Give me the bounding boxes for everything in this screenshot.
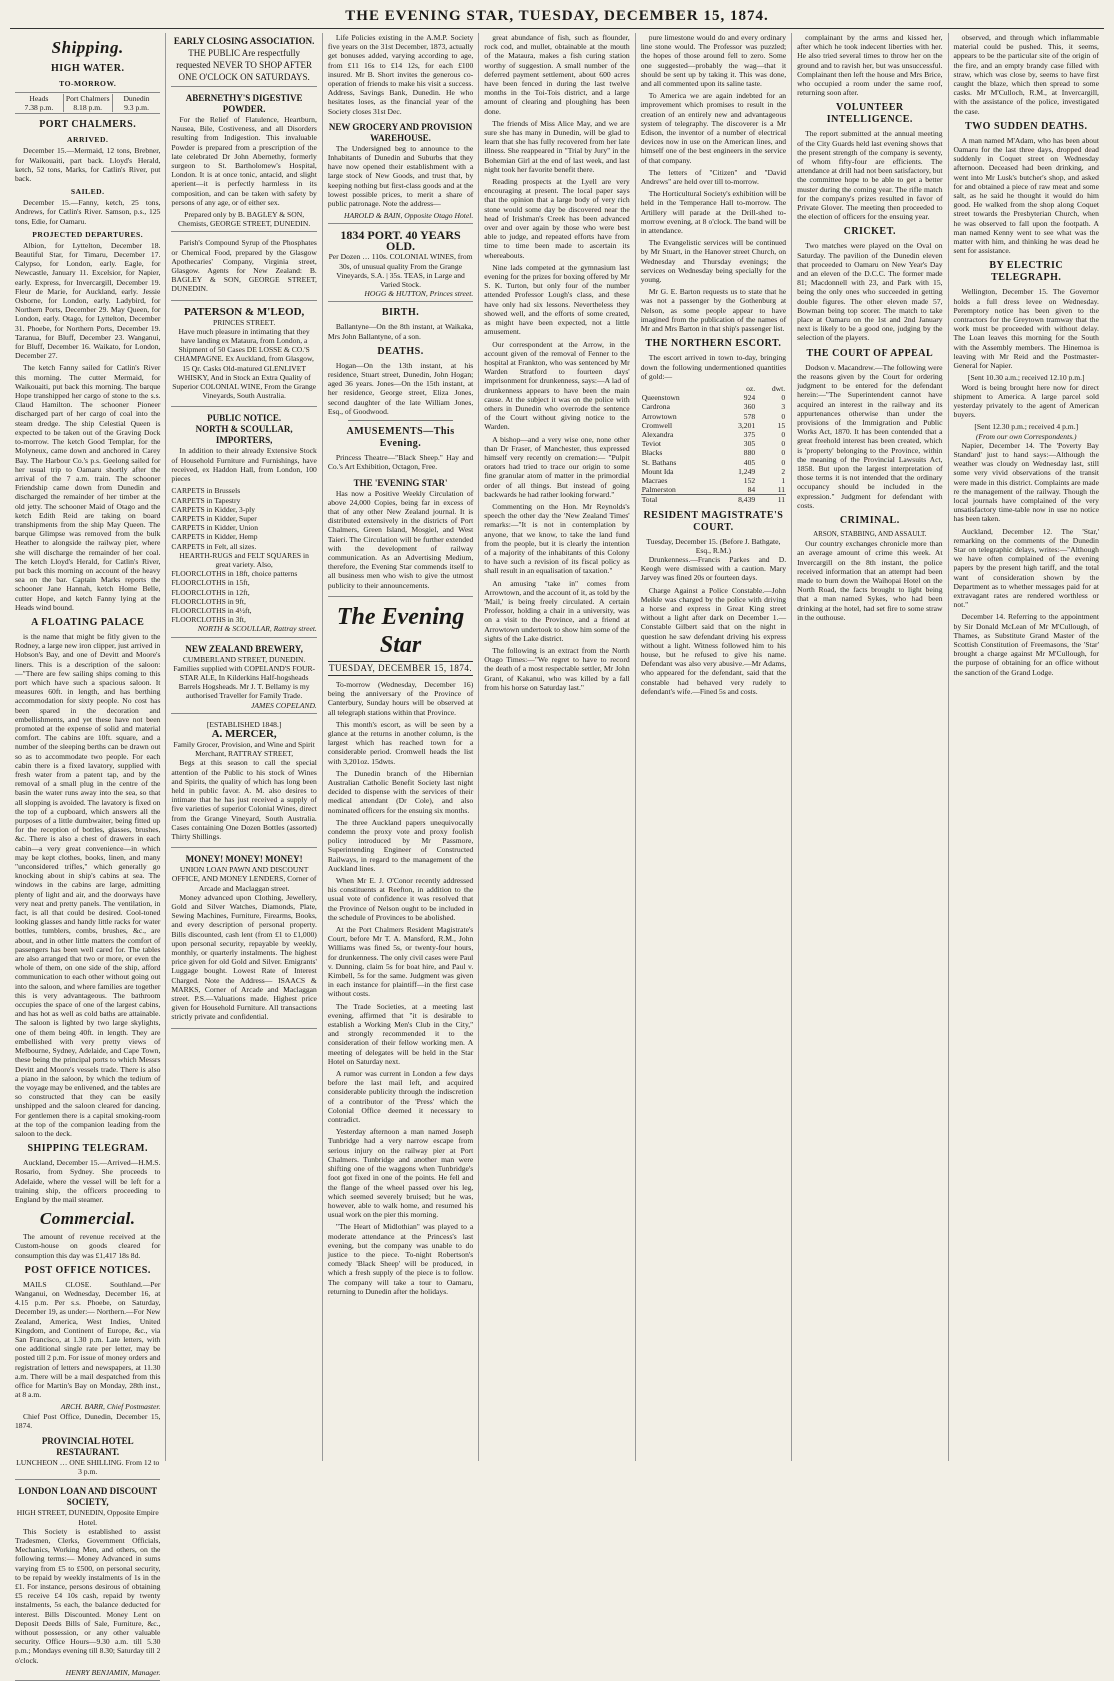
port-wine-heading: 1834 PORT. 40 YEARS OLD. [340, 228, 461, 254]
list-item: FLOORCLOTHS in 15ft, [171, 578, 250, 588]
early-closing-body: THE PUBLIC Are respectfully requested NEVER TO SHOP AFTER ONE O'CLOCK ON SATURDAYS. [176, 48, 313, 82]
news-paragraph: The following is an extract from the North Otago Times:—"We regret to have to record the death of a most respectable settler, Mr John Grant, of Kakanui, who was killed by a fall from his horse on Saturday last." [484, 646, 630, 692]
palace-heading: A FLOATING PALACE [31, 616, 145, 628]
sudden-deaths-heading: TWO SUDDEN DEATHS. [965, 120, 1088, 132]
news-paragraph: Napier, December 14. The 'Poverty Bay Standard' just to hand says:—Although the weather was cloudy on Wednesday last, still some very vivid observations of the transit were made in this district. Complaints are made re the management of the railway. Though the local journals have complained of the very unsatisfactory time-table now in use no notice has been taken. [953, 440, 1099, 524]
early-closing-ad [171, 33, 316, 87]
table-row: Palmerston 84 11 [641, 485, 786, 495]
list-item: CARPETS in Kidder, Union [171, 523, 259, 533]
brewery-body: CUMBERLAND STREET, DUNEDIN. Families supplied with COPELAND'S FOUR-STAR ALE, In Kilderkins Half-hogsheads Barrels Hogsheads. Mr J. T. Bellamy is my authorised Traveller for Family Trade. [173, 654, 316, 701]
birth-body: Ballantyne—On the 8th instant, at Waikaka, Mrs John Ballantyne, of a son. [327, 322, 474, 341]
editorial-paragraph: The Dunedin branch of the Hibernian Australian Catholic Benefit Society last night decided to dispense with the services of their medical attendant (Dr Cole), and also nominated officers for the ensuing six months. [327, 768, 474, 815]
column-1 [10, 33, 166, 1677]
list-item: FLOORCLOTHS in 18ft, choice patterns [171, 569, 298, 579]
north-scoullar-ad [171, 410, 316, 637]
table-row: Cromwell 3,201 15 [641, 420, 786, 430]
list-item: CARPETS in Felt, all sizes. [171, 541, 257, 551]
parish-syrup-ad [171, 235, 316, 300]
column-5 [636, 33, 792, 1461]
list-item: CARPETS in Kidder, Super [171, 513, 257, 523]
news-paragraph: Our country exchanges chronicle more than an average amount of crime this week. At Invercargill on the 8th instant, the police received information that an attempt had been made to burn down the Waihopai Hotel on the North Road, the facts brought to light being that a man named Sykes, who had been drinking at the hotel, had set fire to some straw in the outhouse. [797, 539, 943, 622]
paterson-mleod-heading: PATERSON & M'LEOD, [183, 305, 305, 318]
loan-society-body: This Society is established to assist Tradesmen, Clerks, Government Officials, Mechanics, Working Men, and others, on the following terms:— Money Advanced in sums varying from £5 to £500, on personal security, to be repaid by weekly instalments of 1s in the £1. For instance, persons desirous of obtaining £5 receive £4 10s cash, repaid by twenty instalments, 5s each, the balance deducted for interest. Bills Discounted. Money Lent on Deposit Deeds Bills of Sale, Furniture, &c., without possession, or any other valuable security. Office Hours—9.30 a.m. till 5.30 p.m.; Mondays evening till 8.30; Saturday till 2 o'clock. [15, 1526, 161, 1665]
loan-society-sub: HIGH STREET, DUNEDIN, Opposite Empire Hotel. [16, 1508, 159, 1527]
editorial-paragraph: At the Port Chalmers Resident Magistrate's Court, before Mr T. A. Mansford, R.M., John Williams was fined 5s, or twenty-four hours, for drunkenness. The only civil cases were Paul v. Dunning, claim 5s for boat hire, and Paul v. Kimbell, 5s for the same. Judgment was given in each instance for plaintiff—in the first case without costs. [327, 925, 474, 999]
news-paragraph: The friends of Miss Alice May, and we are sure she has many in Dunedin, will be glad to learn that she has fully recovered from her late illness. She reappeared in "Trial by Jury" in the Bohemian Girl at the end of last week, and last night took her favorite benefit there. [484, 118, 630, 174]
public-notice-heading: PUBLIC NOTICE. [207, 413, 282, 424]
editorial-paragraph: "The Heart of Midlothian" was played to a moderate attendance at the Princess's last evening, but the company was unable to do justice to the piece. To-night Robertson's comedy 'Black Sheep' will be produced, in which a fresh supply of the piece is to follow. The company will take a tour to Oamaru, returning to Dunedin after the holidays. [327, 1222, 474, 1296]
table-row: Cardrona 360 3 [641, 402, 786, 412]
news-paragraph: Commenting on the Hon. Mr Reynolds's speech the other day the 'New Zealand Times' remarks:—"It is not in contemplation by anyone, that we know, to take the land fund from the people, but it is clearly the intention of a majority of the inhabitants of this Colony to have such a revision of its fiscal policy as shall result in an equalisation of taxation." [484, 501, 630, 576]
projected-heading: PROJECTED DEPARTURES. [32, 229, 144, 239]
loan-society-heading: LONDON LOAN AND DISCOUNT SOCIETY, [18, 1486, 158, 1508]
grocery-heading: NEW GROCERY AND PROVISION WAREHOUSE. [328, 121, 473, 143]
north-scoullar-heading: NORTH & SCOULLAR, IMPORTERS, [195, 424, 293, 446]
paterson-mleod-body: Have much pleasure in intimating that they have landing ex Mataura, from London, a Shipment of 50 Cases DE LOSSE & CO.'S CHAMPAGNE. Ex Auckland, from Glasgow, 15 Qr. Casks Old-matured GLENLIVET WHISKY, And in Stock an Extra Quality of Superior COLONIAL WINE, From the Grange Vineyards, South Australia. [172, 326, 317, 401]
paterson-mleod-sub: PRINCES STREET. [212, 317, 276, 327]
column-3 [323, 33, 479, 1461]
sailed-heading: SAILED. [70, 187, 105, 197]
news-paragraph: The report submitted at the annual meeting of the City Guards held last evening shows that the present strength of the company is seventy, of whom fifty-four are efficients. The attendance at drill had not been satisfactory, but the committee hope to be able to get a better muster during the coming year. The rifle match for the company's prizes resulted in favor of Private Glover. The meeting then proceeded to the election of officers for the ensuing year. [797, 129, 943, 222]
news-paragraph: Reading prospects at the Lyell are very encouraging at present. The local paper says that the opinion that a large body of very rich stone would some day be discovered near the head of Irishman's Creek has been advanced over and over again by those who were best able to judge, and repeated efforts have from time to time been made to ascertain its whereabouts. [484, 177, 630, 260]
shipping-body: The ketch Fanny sailed for Catlin's River this morning. The cutter Mermaid, for Waikouaiti, put back this morning. The barque Hope transhipped her cargo of stone to the s.s. Claud Hamilton. The schooner Pioneer discharged part of her cargo of coal into the steam dredge. The ship Celestial Queen is expected to be taken out of the Graving Dock to-morrow. The ketch Good Templar, for the Molyneux, came down and anchored in Carey Bay. The Harbour Co.'s p.s. Geelong sailed for her usual trip to Oamaru shortly after the arrival of the 7 a.m. train. The schooner Friendship came down from Dunedin and discharged the remainder of her timber at the old jetty. The schooner Maid of Otago and the ketch Edith Reid are taking on board transhipments from the ship May Queen. The barque Glimpse was removed from the bulk Heather to alongside the railway pier, where she will discharge the remainder of her coal. The ketch Lloyd's Herald, for Catlin's River, put back this morning on account of the heavy sea on the bar. Captain Marks reports the schooner Jane Hannah, ketch Home Belle, cutter Hope, and ketch Fanny lying at the Heads wind bound. [15, 363, 161, 612]
rm-court-heading: RESIDENT MAGISTRATE'S COURT. [643, 509, 784, 533]
circulation-body: Has now a Positive Weekly Circulation of above 24,000 Copies, being far in excess of that of any other New Zealand journal. It is distributed extensively in the districts of Port Chalmers, Green Island, Mosgiel, and West Taieri. The Circulation will be further extended with the development of railway communication. As an Advertising Medium, therefore, the Evening Star commends itself to all business men who wish to give the utmost publicity to their announcements. [327, 488, 474, 590]
criminal-heading: CRIMINAL. [839, 514, 900, 526]
north-scoullar-signature: NORTH & SCOULLAR, Rattray street. [197, 624, 317, 634]
news-paragraph: pure limestone would do and every ordinary line stone would. The Professor was puzzled; the hopes of those around fell to zero. Some one suggested—probably the wag—that it should be sent up by taking it. This was done, and all commented upon its saline taste. [640, 33, 787, 89]
provincial-hotel-heading: PROVINCIAL HOTEL RESTAURANT. [41, 1436, 134, 1457]
high-water-subheading: TO-MORROW. [59, 79, 117, 88]
mercer-heading: A. MERCER, [211, 727, 277, 740]
shipping-heading: Shipping. [51, 38, 124, 57]
criminal-subheading: ARSON, STABBING, AND ASSAULT. [813, 529, 927, 538]
column-4 [479, 33, 635, 1461]
list-item: FLOORCLOTHS in 4½ft, [171, 605, 252, 615]
brewery-signature: JAMES COPELAND. [251, 700, 317, 710]
table-total-row: Total 8,439 11 [641, 495, 786, 505]
arrived-text: December 15.—Mermaid, 12 tons, Brebner, for Waikouaiti, part back. Lloyd's Herald, ketch, 52 tons, Marks, for Catlin's River, put back. [15, 146, 161, 184]
news-paragraph: A bishop—and a very wise one, none other than Dr Fraser, of Manchester, thus expressed himself very recently on cremation:— "Pulpit orators had tried to trace our origin to some fine granular atom of matter in the primordial order of all things. But instead of going backwards he had rather looking forward." [484, 434, 630, 499]
news-paragraph: Nine lads competed at the gymnasium last evening for the prizes for boxing offered by Mr S. K. Turton, but only four of the number attended Professor Lough's class, and these have only had six lessons. Nevertheless they showed well, and the efforts of some created, as might have been expected, not a little amusement. [484, 262, 630, 337]
grocery-body: The Undersigned beg to announce to the Inhabitants of Dunedin and Suburbs that they have now opened their establishment with a large stock of New Goods, and trust that, by keeping nothing but first-class goods and at the lowest possible prices, to merit a share of public patronage. Note the address— [327, 143, 474, 209]
newspaper-dateline: TUESDAY, DECEMBER 15, 1874. [328, 661, 473, 676]
provincial-hotel-body: LUNCHEON … ONE SHILLING. From 12 to 3 p.m. [16, 1458, 160, 1477]
cricket-heading: CRICKET. [843, 226, 897, 238]
column-7 [949, 33, 1104, 1461]
news-paragraph: Mr G. E. Barton requests us to state that he was not a passenger by the Gothenburg at Nelson, as some people appear to have imagined from the publication of the names of Mr and Mrs Barton in that ship's passenger list. [640, 287, 787, 334]
news-paragraph: Our correspondent at the Arrow, in the account given of the removal of Fenner to the hospital at Frankton, who was sentenced by Mr Warden Stratford to fourteen days' imprisonment for drunkenness, says:—A lad of drunkenness appears to have been the main cause. At the subject it was on the police with others in Dunedin who overrode the sentence of the Court without giving notice to the Warden. [484, 339, 630, 432]
deaths-heading: DEATHS. [377, 345, 424, 357]
shipping-telegram-heading: SHIPPING TELEGRAM. [27, 1143, 148, 1155]
hearth-rugs-text: HEARTH-RUGS and FELT SQUARES in great variety. Also, [179, 550, 309, 569]
union-loan-ad [171, 851, 316, 1028]
news-paragraph: Auckland, December 12. The 'Star,' remarking on the comments of the Dunedin Star on telegraphic delays, writes:—"Although we have often complained of the evening papers by the present high tariff, and the total want of consideration shown by the Department as to whether messages paid for at extravagant rates are rendered worthless or not." [953, 526, 1099, 610]
list-item: FLOORCLOTHS in 12ft, [171, 587, 250, 597]
escort-intro: The escort arrived in town to-day, bringing down the following undermentioned quantities of gold:— [640, 353, 787, 381]
high-water-heading: HIGH WATER. [50, 63, 125, 74]
news-paragraph: Charge Against a Police Constable.—John Meikle was charged by the police with driving a horse and express in Great King street without a light after dark on December 1.—Constable Gilbert said that on the night in question he saw defendant driving his express without a light. Witness followed him to his house, but he refused to give his name. Defendant was also very abusive.—Mr Adams, who appeared for the defendant, said that the constable had behaved very rudely to defendant's wife.—Fined 5s and costs. [640, 585, 787, 696]
mercer-ad [171, 717, 316, 848]
mercer-body: Begs at this season to call the special attention of the Public to his stock of Wines and Spirits, the quality of which has long been held in public favor. A. M. also desires to intimate that he has just received a supply of five varieties of superior Colonial Wines, direct from the Grange Vineyard, South Australia. Cases containing One Dozen Bottles (assorted) Thirty Shillings. [171, 758, 317, 841]
news-paragraph: Two matches were played on the Oval on Saturday. The pavilion of the Dunedin eleven that proceeded to Oamaru on New Year's Day and an eleven of the D.C.C. The former made 81; Macdonnell with 23, and Park with 15, being the only ones who succeeded in getting double figures. The other eleven made 57, Bowman being top scorer. The match to take place at Oamaru on the 1st and 2nd January next is likely to be a good one, judging by the selection of the players. [797, 241, 943, 343]
list-item: FLOORCLOTHS in 9ft, [171, 596, 246, 606]
news-paragraph: Dodson v. Macandrew.—The following were the reasons given by the Court for ordering judgment to be entered for the defendant herein:—"The Superintendent cannot have acquired an interest in the railway and its appurtenances otherwise than under the provisions of the Immigration and Public Works Act, 1870. It has been contended that a great freehold interest has been created, which is 'property' belonging to the Province, within the meaning of the Provincial Lawsuits Act, 1858. But upon the largest interpretation of those terms it is not intended that the ordinary occupancy should be included in the expression." Judgment for defendant with costs. [797, 362, 943, 510]
list-item: CARPETS in Tapestry [171, 495, 241, 505]
table-row: Blacks 880 0 [641, 448, 786, 458]
telegraph-note: [Sent 12.30 p.m.; received 4 p.m.] [974, 422, 1079, 432]
carpets-list [171, 486, 316, 550]
floorcloths-list [171, 569, 316, 624]
editorial-paragraph: The Trade Societies, at a meeting last evening, affirmed that "it is desirable to establish a Working Men's Club in the City," and strongly recommended it to the consideration of their fellow working men. A meeting of delegates will be held in the Star Hotel on Saturday next. [327, 1001, 474, 1066]
news-paragraph: A man named M'Adam, who has been about Oamaru for the last three days, dropped dead suddenly in Coquet street on Wednesday afternoon. Deceased had been drinking, and went into Mr Lusk's butcher's shop, and asked for and obtained a piece of raw meat and some salt, as he said he thought it would do him good. He walked from the shop along Coquet street towards the Presbyterian Church, when he was observed to fall upon the footpath. A man named Kenny went to see what was the matter with him, and thinking he was dead he sent for assistance. [953, 135, 1099, 256]
court-of-appeal-heading: THE COURT OF APPEAL [806, 347, 934, 359]
high-water-table [15, 92, 160, 114]
table-row: St. Bathans 405 0 [641, 457, 786, 467]
hogg-hutton-body: Per Dozen … 110s. COLONIAL WINES, from 30s, of unusual quality From the Grange Vineyards, S.A. | 35s. TEAS, in Large and Varied Stock. [328, 252, 473, 290]
news-paragraph: The Evangelistic services will be continued by Mr Stuart, in the Hanover street Church, on Wednesday and Thursday evenings; the services on Wednesday being specially for the young. [640, 238, 787, 285]
table-row: Arrowtown 578 0 [641, 411, 786, 421]
port-heading: PORT CHALMERS. [39, 119, 137, 131]
grocery-ad [328, 119, 473, 225]
editorial-paragraph: When Mr E. J. O'Conor recently addressed his constituents at Reefton, in addition to the usual vote of confidence it was resolved that the Province of Nelson ought to be included in the schedule of Provinces to be abolished. [327, 876, 474, 922]
brewery-ad [171, 641, 316, 714]
editorial-paragraph: This month's escort, as will be seen by a glance at the returns in another column, is the largest which has reached town for a considerable period. Cromwell heads the list with 3,201oz. 15dwts. [327, 719, 474, 766]
escort-heading: THE NORTHERN ESCORT. [645, 338, 782, 350]
mercer-sub: Family Grocer, Provision, and Wine and Spirit Merchant, RATTRAY STREET, [173, 739, 315, 759]
mercer-established: [ESTABLISHED 1848.] [206, 719, 282, 729]
rm-court-date: Tuesday, December 15. (Before J. Bathgate, Esq., R.M.) [646, 536, 781, 555]
union-loan-sub: UNION LOAN PAWN AND DISCOUNT OFFICE, AND MONEY LENDERS, Corner of Arcade and Maclaggan street. [171, 865, 317, 893]
loan-society-ad [15, 1483, 160, 1681]
news-paragraph: great abundance of fish, such as flounder, rock cod, and mullet, obtainable at the mouth of the Mataura, makes a fish curing station worthy of suggestion. A small number of the deferred payment settlement, about 600 acres have been fenced in during the last twelve months in the Toi-Tois district, and a large amount of clearing and ploughing has been done. [484, 33, 630, 116]
own-correspondents-label: (From our own Correspondents.) [975, 431, 1077, 441]
early-closing-heading: EARLY CLOSING ASSOCIATION. [173, 36, 315, 46]
list-item: CARPETS in Kidder, 3-ply [171, 504, 256, 514]
north-scoullar-body: In addition to their already Extensive Stock of Household Furniture and Furnishings, have received, ex Haddon Hall, from London, 100 pieces [171, 446, 317, 484]
newspaper-page [10, 8, 1104, 1677]
union-loan-heading: MONEY! MONEY! MONEY! [185, 854, 303, 865]
high-water-port: Port Chalmers 8.18 p.m. [64, 94, 113, 112]
shipping-telegram-body: Auckland, December 15.—Arrived—H.M.S. Rosario, from Sydney. She proceeds to Adelaide, where the vessel will be left for a training ship, the officers proceeding to England by the mail steamer. [15, 1158, 161, 1204]
parish-syrup-body: Parish's Compound Syrup of the Phosphates or Chemical Food, prepared by the Glasgow Apothecaries' Company, Virginia street, Glasgow. Agents for New Zealand: B. BAGLEY & SON, GEORGE STREET, DUNEDIN. [171, 238, 317, 294]
provincial-hotel-ad [15, 1433, 160, 1480]
amusements-heading: AMUSEMENTS—This Evening. [346, 426, 455, 450]
union-loan-body: Money advanced upon Clothing, Jewellery, Gold and Silver Watches, Diamonds, Plate, Sewing Machines, Furniture, Firearms, Books, and every description of personal property. Bills discounted, cash lent (from £1 to £1,000) upon personal security, repayable by weekly, monthly, or quarterly instalments. The highest price given for old Gold and Silver. Emigrants' Luggage bought. Lowest Rate of Interest Charged. Note the Address— ISAACS & MARKS, Corner of Arcade and Maclaggan street. P.S.—Valuations made. Highest price given for Household Furniture. All transactions strictly private and confidential. [171, 892, 317, 1022]
table-row: Mount Ida 1,249 2 [641, 466, 786, 476]
abernethy-ad [171, 90, 316, 232]
editorial-paragraph: Yesterday afternoon a man named Joseph Tunbridge had a very narrow escape from serious injury on the railway pier at Port Chalmers. Tunbridge and another man were shifting one of the waggons when Tunbridge's foot got fixed in one of the points. He fell and the flange of the wheel passed over his leg, which seemed severely bruised; but he was, however, able to walk home, and resumed his usual work on the pier this morning. [327, 1127, 474, 1220]
amusements-body: Princess Theatre—"Black Sheep." Hay and Co.'s Art Exhibition, Octagon, Free. [327, 453, 474, 472]
table-row: Queenstown 924 0 [641, 393, 786, 403]
news-paragraph: An amusing "take in" comes from Arrowtown, and the account of it, as told by the 'Mail,' is being freely circulated. A certain Professor, holding a chair in a university, was on a visit to the Province, and a friend at Arrowtown undertook to show him some of the sights of the Lake district. [484, 578, 630, 643]
news-paragraph: Word is being brought here now for direct shipment to America. A large parcel sold yesterday privately to the agent of American buyers. [953, 382, 1099, 420]
sailed-text: December 15.—Fanny, ketch, 25 tons, Andrews, for Catlin's River. Samson, p.s., 125 tons, Edie, for Oamaru. [15, 198, 161, 226]
news-paragraph: To America we are again indebted for an improvement which promises to result in the creation of an entirely new and advantageous system of telegraphy. The discoverer is a Mr Edison, the inventor of a number of electrical devices now in use on the American lines, and himself one of the best engineers in the service of that company. [640, 91, 787, 165]
post-office-signature: ARCH. BARR, Chief Postmaster. [60, 1402, 161, 1412]
news-paragraph: Drunkenness.—Francis Parkes and D. Keogh were dismissed with a caution. Mary Jarvey was fined 20s or fourteen days. [640, 554, 787, 583]
volunteer-heading: VOLUNTEER INTELLIGENCE. [826, 102, 913, 126]
high-water-heads: Heads 7.38 p.m. [15, 94, 64, 112]
brewery-heading: NEW ZEALAND BREWERY, [185, 643, 303, 654]
life-policies-text: Life Policies existing in the A.M.P. Society five years on the 31st December, 1873, actually get bonuses added, varying according to age, from £11 16s to £14 12s, for each £100 insured. Mr B. Short invites the generous co-operation of friends to make his visit a success. Address, Savings Bank, Dunedin. He who hesitates loses, as the financial year of the Society closes 31st Dec. [327, 33, 474, 116]
column-6 [792, 33, 948, 1461]
loan-society-signature: HENRY BENJAMIN, Manager. [65, 1667, 161, 1677]
deaths-body: Hogan—On the 13th instant, at his residence, Stuart street, Dunedin, John Hogan; aged 36 years. Jones—On the 15th instant, at her residence, George street, Eliza Jones, second daughter of the late William Jones, Esq., of Goodwood. [327, 360, 474, 416]
table-header-row: oz. dwt. [746, 383, 786, 393]
news-paragraph: The Horticultural Society's exhibition will be held in the Temperance Hall to-morrow. The Artillery will parade at the Drill-shed to-morrow evening, at 8 o'clock. The band will be in attendance. [640, 189, 787, 236]
news-paragraph: The letters of "Citizen" and "David Andrews" are held over till to-morrow. [640, 167, 787, 187]
arrived-heading: ARRIVED. [67, 135, 109, 145]
escort-table [641, 384, 786, 505]
news-paragraph: observed, and through which inflammable material could be pushed. This, it seems, appears to be the particular site of the origin of the fire, and an empty brandy case filled with straw, which was close by, seems to have first caught the blaze, which then spread to some casks. Mr M'Culloch, R.M., at Invercargill, with the assistance of the police, investigated the case. [953, 33, 1099, 116]
list-item: FLOORCLOTHS in 3ft, [171, 615, 246, 625]
news-paragraph: Wellington, December 15. The Governor holds a full dress levee on Wednesday. Peremptory notice has been given to the contractors for the Greytown tramway that the work must be proceeded with without delay. The Loan leaves this morning for the South with the Assembly members. The Hinemoa is leaving with Mr Reid and the Postmaster-General for Napier. [953, 287, 1099, 371]
circulation-notice [328, 475, 473, 597]
birth-heading: BIRTH. [381, 307, 420, 319]
column-2 [166, 33, 322, 1461]
hogg-hutton-signature: HOGG & HUTTON, Princes street. [364, 289, 474, 299]
circulation-heading: THE 'EVENING STAR' [353, 477, 448, 488]
abernethy-heading: ABERNETHY'S DIGESTIVE POWDER. [185, 93, 303, 114]
page-masthead: THE EVENING STAR, TUESDAY, DECEMBER 15, 1874. [10, 8, 1104, 29]
post-office-heading: POST OFFICE NOTICES. [24, 1264, 151, 1276]
grocery-signature: HAROLD & BAIN, Opposite Otago Hotel. [343, 211, 474, 221]
commercial-body: The amount of revenue received at the Custom-house on goods cleared for consumption this day was £1,417 18s 8d. [15, 1232, 161, 1260]
commercial-heading: Commercial. [39, 1209, 136, 1229]
table-row: Teviot 305 0 [641, 439, 786, 449]
table-row: Macraes 152 1 [641, 475, 786, 485]
high-water-dunedin: Dunedin 9.3 p.m. [123, 94, 150, 113]
newspaper-title: The Evening Star [336, 603, 465, 658]
projected-text: Albion, for Lyttelton, December 18. Beautiful Star, for Timaru, December 17. Calypso, for London, early. Eagle, for Newcastle, January 11. Excelsior, for Napier, early. Express, for Invercargill, December 19. Fleur de Marie, for Auckland, early. Jessie Osborne, for London, early. Ladybird, for Northern Ports, December 29. May Queen, for London, early. Otago, for Lyttelton, December 31. Phoebe, for Northern Ports, December 19. Taranua, for Bluff, December 23. Wanganui, for Bluff, December 16. Waikato, for London, December 27. [15, 240, 161, 361]
post-office-date: Chief Post Office, Dunedin, December 15, 1874. [15, 1411, 161, 1430]
telegraph-heading: BY ELECTRIC TELEGRAPH. [989, 260, 1064, 284]
palace-body: is the name that might be fitly given to the Rodney, a large new iron clipper, just arrived in Hobson's Bay, and one of Devitt and Moore's liners. This is a description of the saloon:—"There are few sailing ships coming to this port which have such a spacious saloon. It measures 60ft. in length, and has berthing accommodation for sixty people. No cost has been spared in the decoration and embellishments, and yet these have not been promoted at the expense of solid and material comfort. The cabins are 10ft. square, and a number of the sleeping berths can be drawn out so as to accommodate two people. For each cabin there is a fixed lavatory, supplied with fresh water from a patent tap, and by the removal of a small plug in the centre of the basin the water runs away into the sea, so that all slopping is avoided. The lavatory is fixed on the top of a cupboard, which answers all the purposes of a little dumbwaiter, being fitted up for the reception of bottles, glasses, brushes, &c. There is also a chest of drawers in each cabin—a very great convenience—in which may be kept clothes, books, linen, and many "unconsidered trifles," which generally go knocking about in ship's cabins at sea. The windows in the cabins are large, admitting plenty of light and air, and the doorways have very neat and pretty panels. The ventilation, in fact, is all that could be desired. Cool-toned looking glasses and handy little racks for water bottles, tumblers, combs, brushes, &c., are about, and in other little matters the comfort of passengers has been well cared for. The tables are also arranged that two or more, or even the whole of them, on one side of the ship, afford communication to each other without going out into the saloon, and where families are together this is very advantageous. The bathroom occupies the space of one of the largest cabins, and has hot as well as cold baths are attainable. The saloon is lighted by two large skylights, one of them being 40ft. in length. They are embellished with very pretty views of Melbourne, Sydney, Adelaide, and Cape Town, these being the principal ports to which Messrs Devitt and Moore's vessels trade. There is also a piano in the saloon, by which the tedium of the voyage may be enlivened, and the tables are so constructed that they can be easily unshipped and the saloon cleared for dancing. For gentlemen there is a capital smoking-room at the top of the companion leading from the saloon to the deck. [15, 631, 161, 1138]
editorial-paragraph: To-morrow (Wednesday, December 16) being the anniversary of the Province of Canterbury, Sunday hours will be observed at all telegraph stations within that Province. [327, 679, 474, 717]
editorial-paragraph: The three Auckland papers unequivocally condemn the proxy vote and proxy foolish policy introduced by Mr Passmore, Superintending Engineer of Constructed Railways, in regard to the management of the Auckland lines. [327, 817, 474, 873]
hogg-hutton-ad [328, 227, 473, 302]
abernethy-body: For the Relief of Flatulence, Heartburn, Nausea, Bile, Costiveness, and all Disorders resulting from Indigestion. This invaluable Powder is prepared from a prescription of the late celebrated Dr John Abernethy, formerly surgeon to St. Bartholomew's Hospital, London. It is at once tonic, antacid, and slight aperient—it is perfectly harmless in its composition, and can be taken with safety by persons of any age, or of either sex. [171, 115, 317, 207]
paterson-mleod-ad [171, 304, 316, 408]
abernethy-signature: Prepared only by B. BAGLEY & SON, Chemists, GEORGE STREET, DUNEDIN. [177, 210, 311, 229]
news-paragraph: complainant by the arms and kissed her, after which he took indecent liberties with her. He also tried several times to throw her on the ground and to ravish her, but was unsuccessful. Complainant then left the house and Mrs Brice, who occupied a room under the same roof, returning soon after. [797, 33, 943, 98]
telegraph-note: [Sent 10.30 a.m.; received 12.10 p.m.] [967, 373, 1085, 383]
divider [348, 420, 453, 421]
editorial-paragraph: A rumor was current in London a few days before the last mail left, and acquired considerable publicity through the indiscretion of a contributor of the 'Press' which the Colonial Office deemed it necessary to contradict. [327, 1069, 474, 1125]
post-office-body: MAILS CLOSE. Southland.—Per Wanganui, on Wednesday, December 16, at 4.15 p.m. Per s.s. Phoebe, on Saturday, December 19, as under:— Northern.—For New Zealand, America, West Indies, United Kingdom, and Continent of Europe, &c., via San Francisco, at 1.30 p.m. Late letters, with one additional single rate per letter, may be posted till 2 p.m. For issue of money orders and registration of letters and newspapers, at 11.30 a.m. There will be a mail despatched from this office for Martin's Bay on Monday, 28th inst., at 8 a.m. [15, 1279, 161, 1400]
table-row: Alexandra 375 0 [641, 429, 786, 439]
list-item: CARPETS in Brussels [171, 486, 241, 496]
news-paragraph: December 14. Referring to the appointment by Sir Donald McLean of Mr M'Cullough, of Thames, as Substitute Grand Master of the Scottish Constitution of Freemasons, the 'Star' brought a charge against Mr M'Cullough, for the purpose of obtaining for an office without the sanction of the Grand Lodge. [953, 612, 1099, 677]
list-item: CARPETS in Kidder, Hemp [171, 532, 258, 542]
